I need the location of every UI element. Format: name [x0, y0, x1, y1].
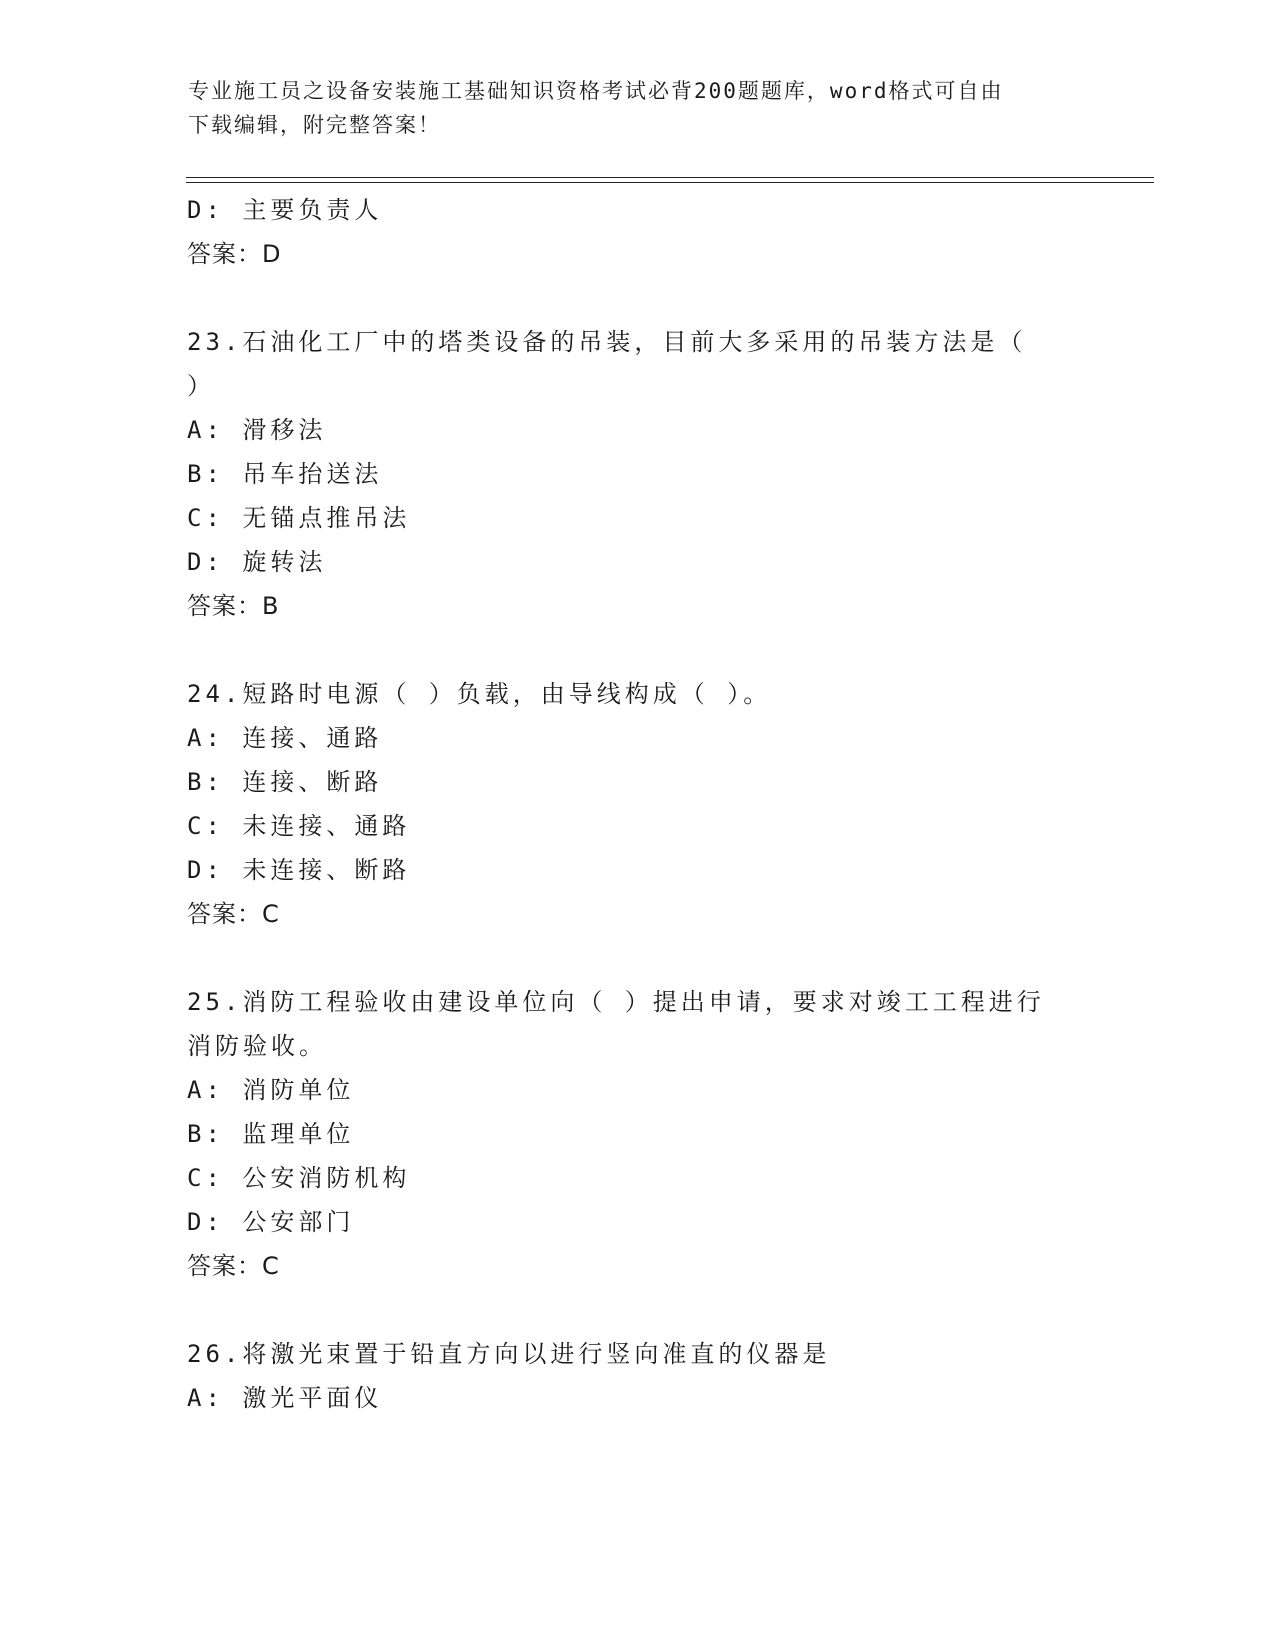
question-24-option-b: B: 连接、断路	[187, 768, 383, 796]
header-divider-top	[186, 177, 1154, 178]
question-23-option-a: A: 滑移法	[187, 416, 327, 444]
question-25-option-c: C: 公安消防机构	[187, 1164, 411, 1192]
question-24-option-c: C: 未连接、通路	[187, 812, 411, 840]
answer: 答案：D	[187, 240, 282, 268]
option-d: D: 主要负责人	[187, 196, 383, 224]
question-24-answer: 答案：C	[187, 900, 280, 928]
question-26-option-a: A: 激光平面仪	[187, 1384, 383, 1412]
question-23-answer: 答案：B	[187, 592, 280, 620]
header-divider-bottom	[186, 182, 1154, 183]
question-24-option-a: A: 连接、通路	[187, 724, 383, 752]
question-25-stem-line-1: 25.消防工程验收由建设单位向（ ）提出申请，要求对竣工工程进行	[187, 988, 1045, 1016]
header-title-line-2: 下载编辑，附完整答案！	[188, 113, 441, 137]
question-25-answer: 答案：C	[187, 1252, 280, 1280]
question-24-option-d: D: 未连接、断路	[187, 856, 411, 884]
document-header	[188, 74, 1078, 142]
question-25-option-b: B: 监理单位	[187, 1120, 355, 1148]
question-23-option-d: D: 旋转法	[187, 548, 327, 576]
question-25-option-a: A: 消防单位	[187, 1076, 355, 1104]
question-23-option-c: C: 无锚点推吊法	[187, 504, 411, 532]
question-26-stem-line-1: 26.将激光束置于铅直方向以进行竖向准直的仪器是	[187, 1340, 831, 1368]
question-23-stem-line-2: ）	[187, 372, 215, 400]
header-title-line-1: 专业施工员之设备安装施工基础知识资格考试必背200题题库，word格式可自由	[188, 79, 1004, 103]
question-24-stem-line-1: 24.短路时电源（ ）负载，由导线构成（ ）。	[187, 680, 772, 708]
question-25-option-d: D: 公安部门	[187, 1208, 355, 1236]
question-23-option-b: B: 吊车抬送法	[187, 460, 383, 488]
question-23-stem-line-1: 23.石油化工厂中的塔类设备的吊装，目前大多采用的吊装方法是（	[187, 328, 1027, 356]
question-25-stem-line-2: 消防验收。	[187, 1032, 327, 1060]
